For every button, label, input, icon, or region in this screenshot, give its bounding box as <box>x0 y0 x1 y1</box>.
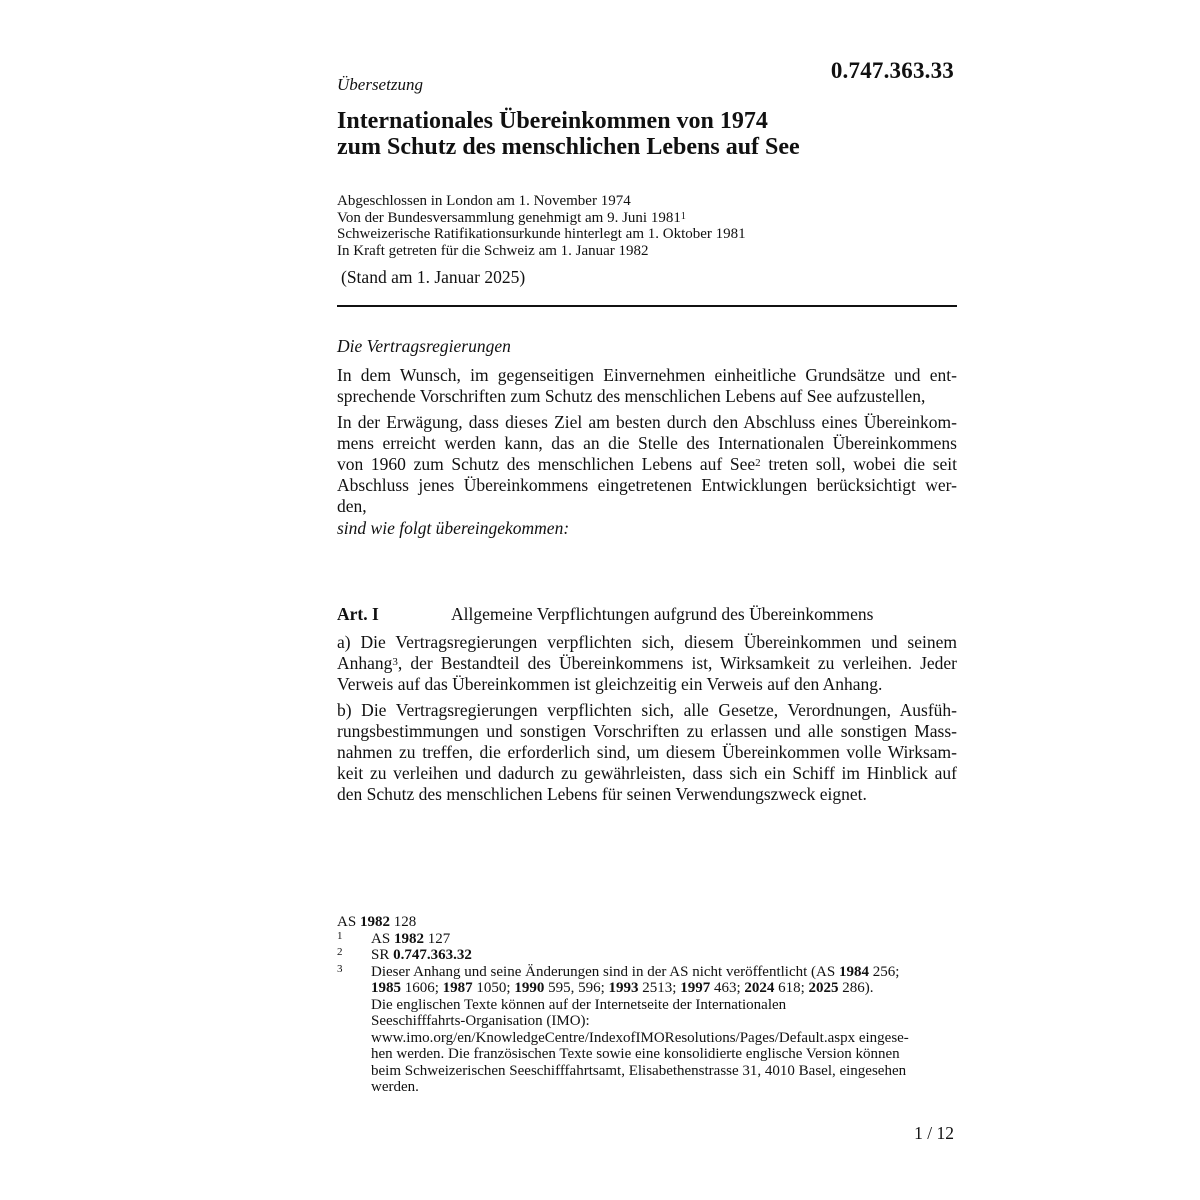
fn3-page-1993: 2513; <box>638 980 681 996</box>
fn3-year-1990: 1990 <box>514 980 545 996</box>
fn1-year: 1982 <box>393 930 424 947</box>
art-a-line-2-a: Anhang <box>337 653 393 673</box>
p2-line-5: den, <box>337 496 367 516</box>
fn3-imo-url[interactable]: www.imo.org/en/KnowledgeCentre/IndexofIMOResolutions/Pages/Default.aspx eingese- <box>371 1029 909 1046</box>
as-prefix: AS <box>337 914 360 930</box>
fn3-line-3: Die englischen Texte können auf der Internetseite der Internationalen <box>371 996 787 1013</box>
art-b-line-4: keit zu verleihen und dadurch zu gewährleisten, dass sich ein Schiff im Hinblick auf <box>337 763 957 783</box>
fn3-intro: Dieser Anhang und seine Änderungen sind in der AS nicht veröffentlicht (AS <box>371 963 839 980</box>
title-line-2: zum Schutz des menschlichen Lebens auf See <box>337 134 800 160</box>
footnote-ref-3[interactable]: 3 <box>392 656 398 668</box>
fn1-page: 127 <box>423 930 451 947</box>
preamble-heading-text: Die Vertragsregierungen <box>337 336 511 356</box>
header-divider <box>337 305 957 307</box>
footnote-3-number: 3 <box>337 962 343 975</box>
approval-text: Von der Bundesversammlung genehmigt am 9. Juni 1981 <box>337 209 681 226</box>
document-metadata <box>337 193 746 259</box>
as-page: 128 <box>389 914 417 930</box>
fn3-line-8: werden. <box>371 1079 419 1095</box>
footnotes <box>337 914 957 1096</box>
art-a-line-2 <box>337 653 957 674</box>
p2-line-4: Abschluss jenes Übereinkommens eingetretenen Entwicklungen berücksichtigt wer- <box>337 475 957 495</box>
art-a-line-3: Verweis auf das Übereinkommen ist gleichzeitig ein Verweis auf den Anhang. <box>337 674 883 694</box>
fn3-page-1997: 463; <box>710 980 745 996</box>
article-title: Allgemeine Verpflichtungen aufgrund des Übereinkommens <box>451 604 874 624</box>
article-1-paragraph-b <box>337 700 957 805</box>
p1-line-2: sprechende Vorschriften zum Schutz des menschlichen Lebens auf See aufzustellen, <box>337 386 926 406</box>
footnote-3 <box>337 964 957 1096</box>
fn3-page-1985: 1606; <box>401 980 443 996</box>
document-page <box>337 0 957 1200</box>
fn3-page-1987: 1050; <box>472 980 515 996</box>
fn2-ref[interactable]: 0.747.363.32 <box>393 947 472 963</box>
preamble-paragraph-2 <box>337 412 957 517</box>
footnote-ref-2[interactable]: 2 <box>755 457 761 469</box>
agreement-clause <box>337 518 957 539</box>
footnote-1-number: 1 <box>337 929 343 942</box>
preamble-heading <box>337 336 957 357</box>
p2-line-3-b: treten soll, wobei die seit <box>760 454 958 474</box>
art-b-line-5: den Schutz des menschlichen Lebens für seinen Verwendungszweck eignet. <box>337 784 867 804</box>
footnote-1 <box>337 931 957 948</box>
approval-date <box>337 210 746 227</box>
footnote-2-number: 2 <box>337 946 343 958</box>
fn3-line-7: beim Schweizerischen Seeschifffahrtsamt, Elisabethenstrasse 31, 4010 Basel, eingesehen <box>371 1062 907 1079</box>
fn3-year-1997: 1997 <box>680 980 711 996</box>
footnote-ref-1[interactable]: 1 <box>680 210 686 222</box>
fn3-year-1987: 1987 <box>442 980 473 996</box>
p2-line-3 <box>337 454 957 475</box>
fn3-page-2024: 618; <box>774 980 809 996</box>
p2-line-2: mens erreicht werden kann, das an die Stelle des Internationalen Übereinkommens <box>337 433 957 453</box>
fn3-year-2024: 2024 <box>744 980 775 996</box>
document-title <box>337 108 957 160</box>
p1-line-1: In dem Wunsch, im gegenseitigen Einvernehmen einheitliche Grundsätze und ent- <box>337 365 957 385</box>
page-number: 1 / 12 <box>914 1123 954 1143</box>
fn3-line-4: Seeschifffahrts-Organisation (IMO): <box>371 1013 590 1029</box>
fn3-page-1984: 256; <box>868 963 900 980</box>
fn3-year-2025: 2025 <box>808 980 839 996</box>
fn3-page-1990: 595, 596; <box>544 980 609 996</box>
art-b-line-2: rungsbestimmungen und sonstigen Vorschriften zu erlassen und alle sonstigen Mass- <box>337 721 957 741</box>
fn3-line-6: hen werden. Die französischen Texte sowie eine konsolidierte englische Version können <box>371 1046 900 1062</box>
as-reference <box>337 914 957 931</box>
article-1-paragraph-a <box>337 632 957 695</box>
footnote-3-text <box>371 964 957 1096</box>
fn1-prefix: AS <box>371 930 394 947</box>
p2-line-1: In der Erwägung, dass dieses Ziel am besten durch den Abschluss eines Übereinkom- <box>337 412 957 432</box>
title-line-1: Internationales Übereinkommen von 1974 <box>337 108 768 134</box>
fn3-year-1993: 1993 <box>608 980 639 996</box>
sr-number: 0.747.363.33 <box>830 58 954 83</box>
agreement-text: sind wie folgt übereingekommen: <box>337 518 570 538</box>
concluded-date: Abgeschlossen in London am 1. November 1974 <box>337 193 631 209</box>
footnote-2 <box>337 947 957 964</box>
status-date: (Stand am 1. Januar 2025) <box>341 267 526 287</box>
in-force-date: In Kraft getreten für die Schweiz am 1. Januar 1982 <box>337 242 649 259</box>
art-b-line-3: nahmen zu treffen, die erforderlich sind, um diesem Übereinkommen volle Wirksam- <box>337 742 957 762</box>
art-b-line-1: b) Die Vertragsregierungen verpflichten sich, alle Gesetze, Verordnungen, Ausfüh- <box>337 700 957 720</box>
fn3-page-2025: 286). <box>838 980 874 996</box>
article-number: Art. I <box>337 604 379 624</box>
fn2-prefix: SR <box>371 947 394 963</box>
art-a-line-1: a) Die Vertragsregierungen verpflichten sich, diesem Übereinkommen und seinem <box>337 632 957 652</box>
fn3-year-1984: 1984 <box>838 963 869 980</box>
as-year: 1982 <box>359 914 390 930</box>
preamble-paragraph-1 <box>337 365 957 407</box>
p2-line-3-a: von 1960 zum Schutz des menschlichen Lebens auf See <box>337 454 756 474</box>
art-a-line-2-b: , der Bestandteil des Übereinkommens ist, Wirksamkeit zu verleihen. Jeder <box>397 653 957 673</box>
ratification-date: Schweizerische Ratifikationsurkunde hinterlegt am 1. Oktober 1981 <box>337 226 746 242</box>
translation-label: Übersetzung <box>337 75 423 94</box>
fn3-year-1985: 1985 <box>371 980 401 996</box>
article-1-heading <box>337 604 957 625</box>
